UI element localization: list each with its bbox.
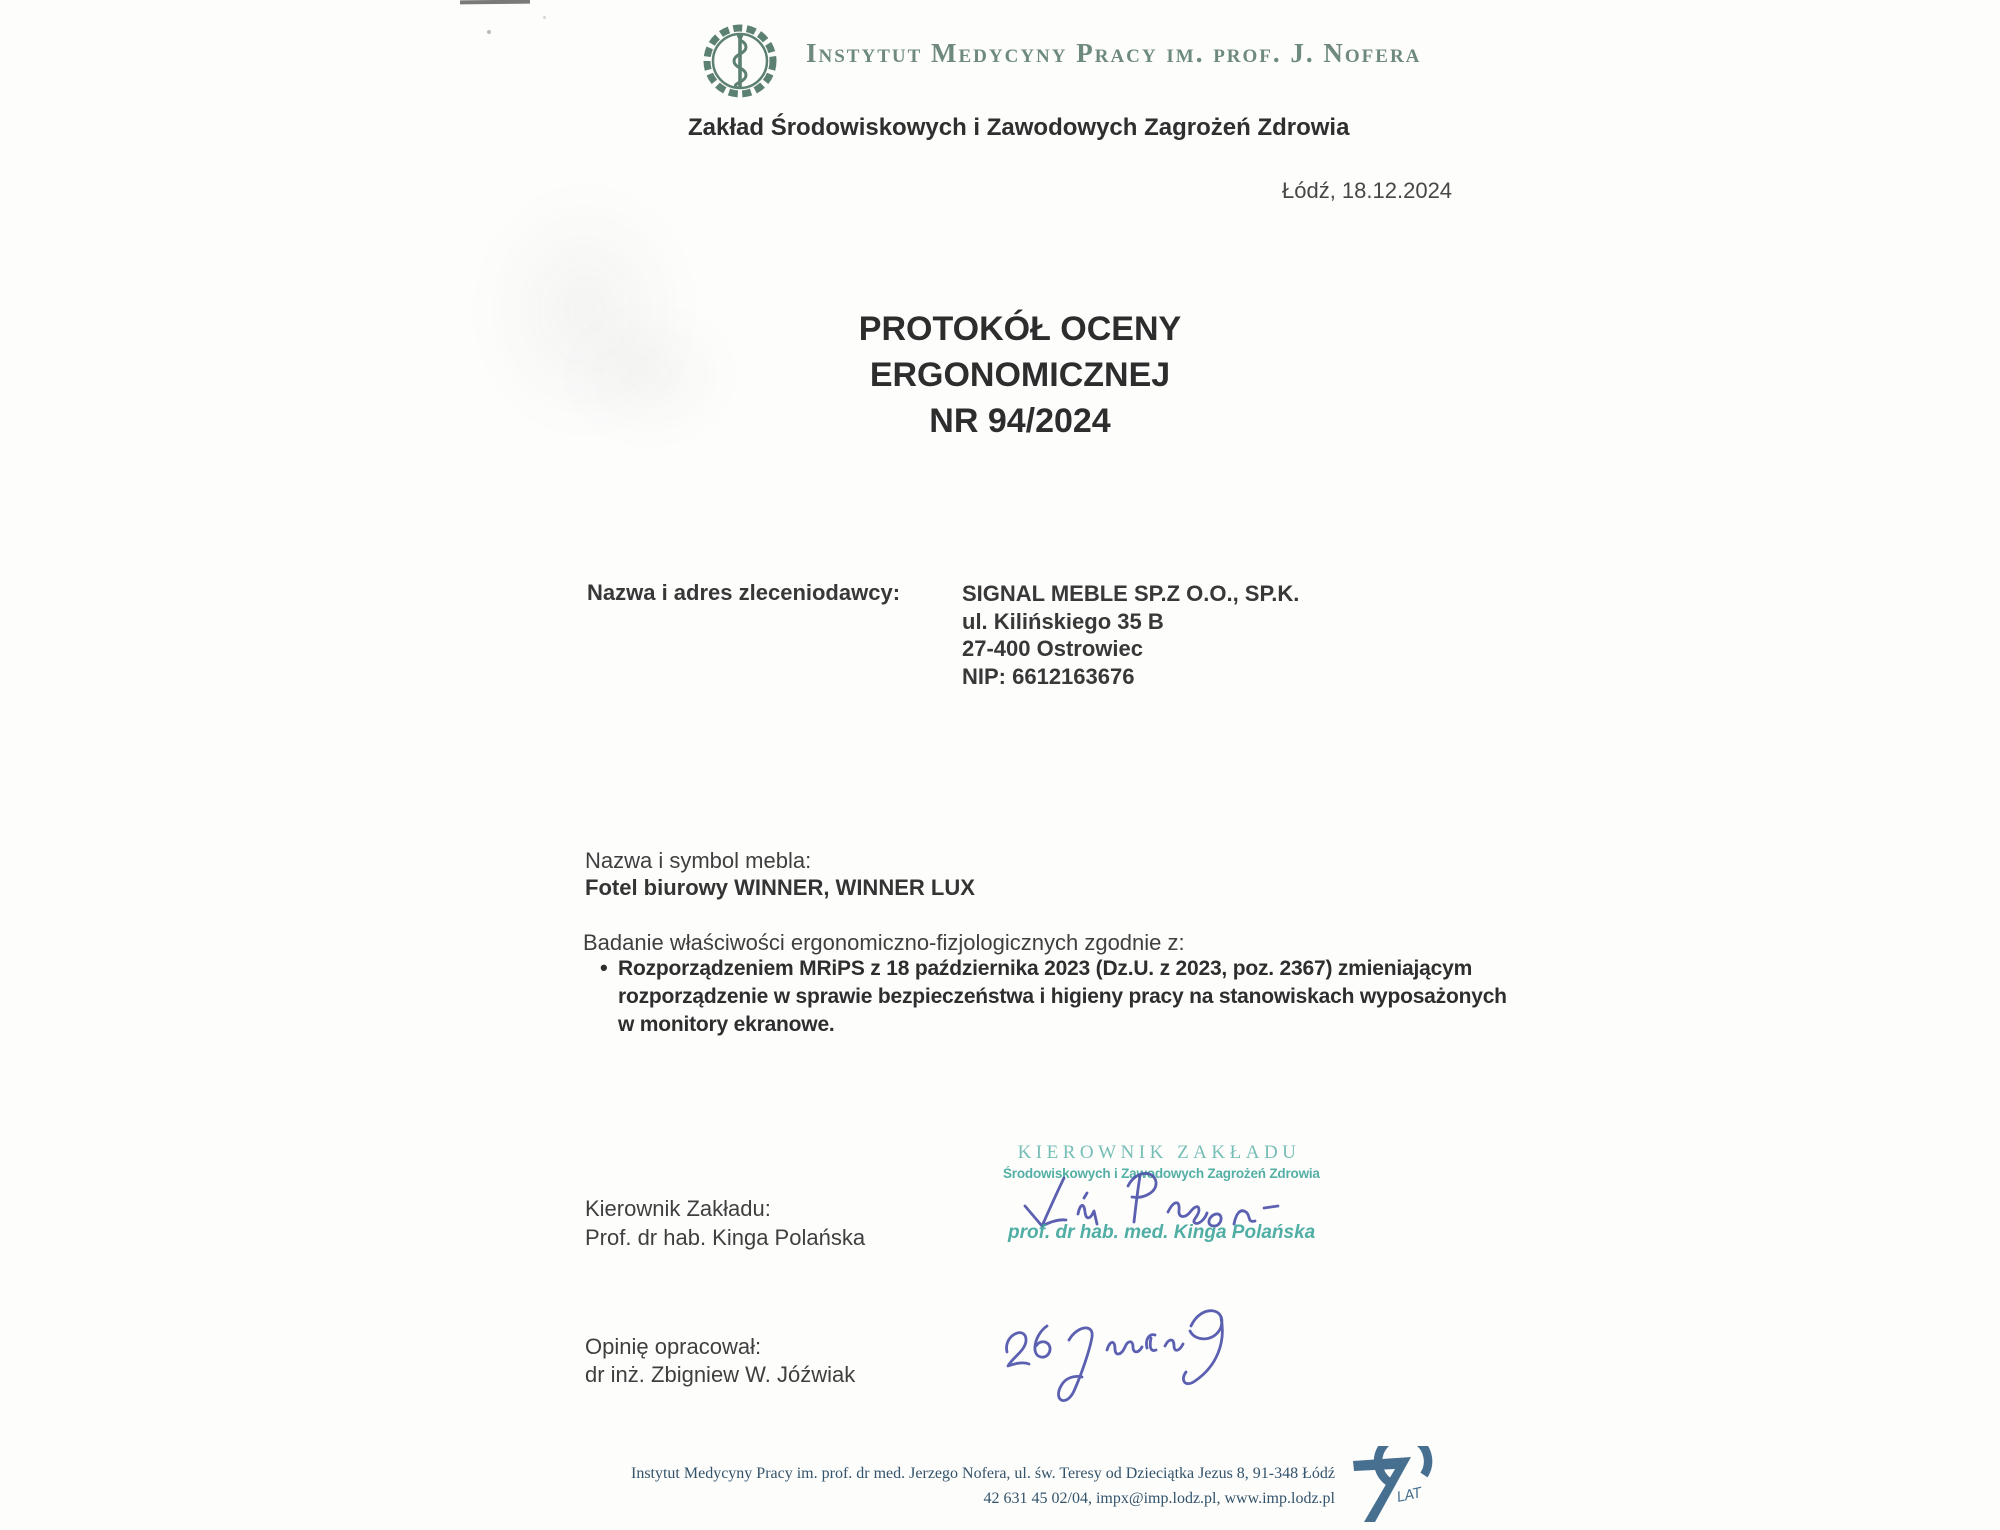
client-address-block <box>962 580 1299 690</box>
institute-caduceus-logo-icon <box>700 20 780 102</box>
author-label: Opinię opracował: <box>585 1334 762 1359</box>
client-street: ul. Kilińskiego 35 B <box>962 608 1164 634</box>
study-bullet-line: w monitory ekranowe. <box>618 1013 835 1036</box>
stamp-title: KIEROWNIK ZAKŁADU <box>1017 1142 1301 1163</box>
stamp-name: prof. dr hab. med. Kinga Polańska <box>1008 1222 1316 1243</box>
client-name: SIGNAL MEBLE SP.Z O.O., SP.K. <box>962 581 1300 606</box>
footer-phone-email: 42 631 45 02/04, impx@imp.lodz.pl, www.imp.lodz.pl <box>983 1489 1335 1507</box>
place-and-date: Łódź, 18.12.2024 <box>1282 178 1453 203</box>
handwritten-signature-jozwiak <box>995 1296 1250 1426</box>
footer-contact-block <box>420 1462 1335 1511</box>
furniture-value: Fotel biurowy WINNER, WINNER LUX <box>585 875 975 900</box>
stamp-subtitle: Środowiskowych i Zawodowych Zagrożeń Zdrowia <box>1003 1166 1320 1181</box>
document-title-line: NR 94/2024 <box>929 402 1111 440</box>
study-intro: Badanie właściwości ergonomiczno-fizjologicznych zgodnie z: <box>583 930 1185 955</box>
client-label: Nazwa i adres zleceniodawcy: <box>587 580 901 605</box>
document-title <box>770 306 1270 444</box>
client-nip: NIP: 6612163676 <box>962 663 1135 689</box>
author-name: dr inż. Zbigniew W. Jóźwiak <box>585 1362 856 1387</box>
anniversary-70-lat-logo-icon <box>1350 1446 1450 1529</box>
footer-address: Instytut Medycyny Pracy im. prof. dr med. Jerzego Nofera, ul. św. Teresy od Dzieciątka Jezus 8, 91-348 Łódź <box>630 1465 1335 1482</box>
study-bullet-line: Rozporządzeniem MRiPS z 18 października 2023 (Dz.U. z 2023, poz. 2367) zmieniającym <box>618 957 1473 980</box>
scan-artifact-speck <box>487 30 491 34</box>
department-head-name: Prof. dr hab. Kinga Polańska <box>585 1225 866 1250</box>
scan-artifact-smudge <box>560 300 740 450</box>
scan-artifact-bar <box>460 0 530 4</box>
furniture-label: Nazwa i symbol mebla: <box>585 848 812 873</box>
document-title-line: PROTOKÓŁ OCENY <box>858 310 1182 348</box>
study-bullet-text <box>618 955 1507 1039</box>
handwritten-signature-kinga <box>1012 1162 1292 1259</box>
svg-text:LAT: LAT <box>1395 1485 1424 1506</box>
scan-artifact-speck <box>543 16 546 19</box>
bullet-marker: • <box>600 955 608 980</box>
institute-name: Instytut Medycyny Pracy im. prof. J. Nofera <box>806 38 1422 68</box>
document-title-line: ERGONOMICZNEJ <box>869 356 1171 394</box>
study-bullet-line: rozporządzenie w sprawie bezpieczeństwa i higieny pracy na stanowiskach wyposażonych <box>618 985 1507 1008</box>
client-city: 27-400 Ostrowiec <box>962 636 1143 661</box>
department-head-label: Kierownik Zakładu: <box>585 1196 771 1221</box>
department-name: Zakład Środowiskowych i Zawodowych Zagrożeń Zdrowia <box>688 114 1350 141</box>
